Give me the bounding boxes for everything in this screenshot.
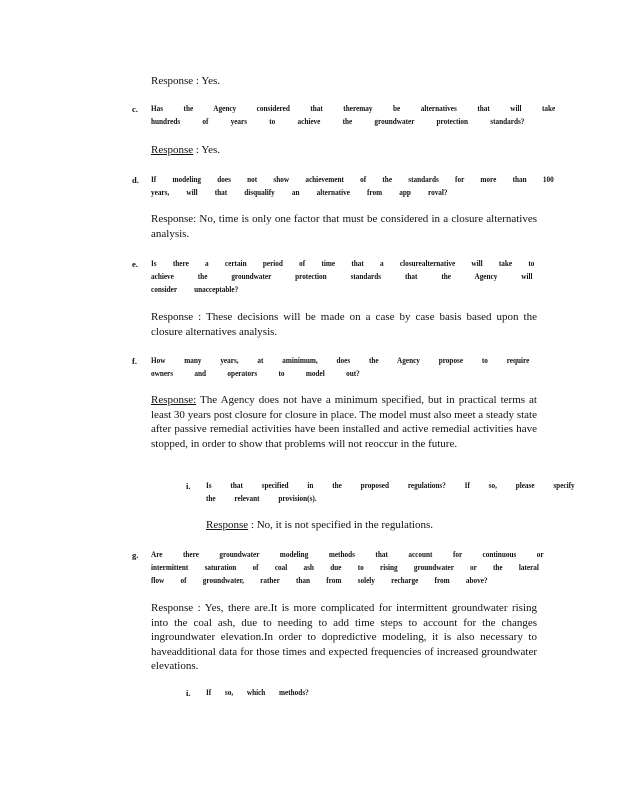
- response-g: Response : Yes, there are.It is more complicated for intermittent groundwater rising into the coal ash, due to needing to add time steps to account for the changes ingroundwater elevation.In order to dopredictive modeling, it is also necessary to haveadditional data for those times and expected frequencies of increased groundwater elevations.: [151, 602, 537, 672]
- question-line: intermittent saturation of coal ash due to rising groundwater or the lateral: [151, 562, 539, 572]
- question-line: the relevant provision(s).: [206, 493, 317, 503]
- question-g-i: [206, 686, 376, 699]
- question-d: [151, 173, 554, 199]
- response-c: [151, 143, 220, 158]
- item-letter-d: d.: [132, 175, 139, 185]
- sub-numeral-g-i: i.: [186, 688, 191, 698]
- question-line: owners and operators to model out?: [151, 368, 360, 378]
- response-text: : Yes.: [193, 144, 221, 156]
- response-e: Response : These decisions will be made on a case by case basis based upon the closure alternatives analysis.: [151, 311, 537, 338]
- response-text: : No, it is not specified in the regulations.: [248, 519, 434, 531]
- question-f-i: [206, 479, 575, 505]
- question-line: Is there a certain period of time that a closurealternative will take to: [151, 258, 535, 268]
- question-e: [151, 257, 535, 296]
- response-text: The Agency does not have a minimum specified, but in practical terms at least 30 years post closure for closure in place. The model must also meet a steady state after passive remedial activities have been installed and active remedial activities have stopped, in order to show that problems will not reoccur in the future.: [151, 394, 537, 450]
- question-line: If modeling does not show achievement of the standards for more than 100: [151, 174, 554, 184]
- response-label: Response: [206, 519, 249, 531]
- question-line: If so, which methods?: [206, 687, 309, 697]
- response-f-i: [206, 518, 433, 533]
- question-f: [151, 354, 530, 380]
- response-label: Response: [151, 75, 194, 87]
- item-letter-f: f.: [132, 356, 137, 366]
- sub-numeral-f-i: i.: [186, 481, 191, 491]
- question-line: Are there groundwater modeling methods that account for continuous or: [151, 549, 544, 559]
- response-d: Response: No, time is only one factor that must be considered in a closure alternatives analysis.: [151, 213, 537, 240]
- item-letter-e: e.: [132, 259, 138, 269]
- question-line: hundreds of years to achieve the groundwater protection standards?: [151, 116, 525, 126]
- response-text: : Yes.: [193, 75, 221, 87]
- response-label: Response: [151, 144, 194, 156]
- question-line: How many years, at aminimum, does the Agency propose to require: [151, 355, 530, 365]
- question-c: [151, 102, 556, 128]
- question-line: Has the Agency considered that theremay be alternatives that will take: [151, 103, 556, 113]
- question-line: flow of groundwater, rather than from solely recharge from above?: [151, 575, 488, 585]
- item-letter-c: c.: [132, 104, 138, 114]
- response-f: [151, 393, 537, 451]
- question-line: Is that specified in the proposed regulations? If so, please specify: [206, 480, 575, 490]
- response-b: [151, 74, 220, 89]
- question-line: achieve the groundwater protection standards that the Agency will: [151, 271, 533, 281]
- item-letter-g: g.: [132, 550, 139, 560]
- question-line: years, will that disqualify an alternative from app roval?: [151, 187, 448, 197]
- question-line: consider unacceptable?: [151, 284, 239, 294]
- question-g: [151, 548, 544, 587]
- response-label: Response:: [151, 394, 197, 406]
